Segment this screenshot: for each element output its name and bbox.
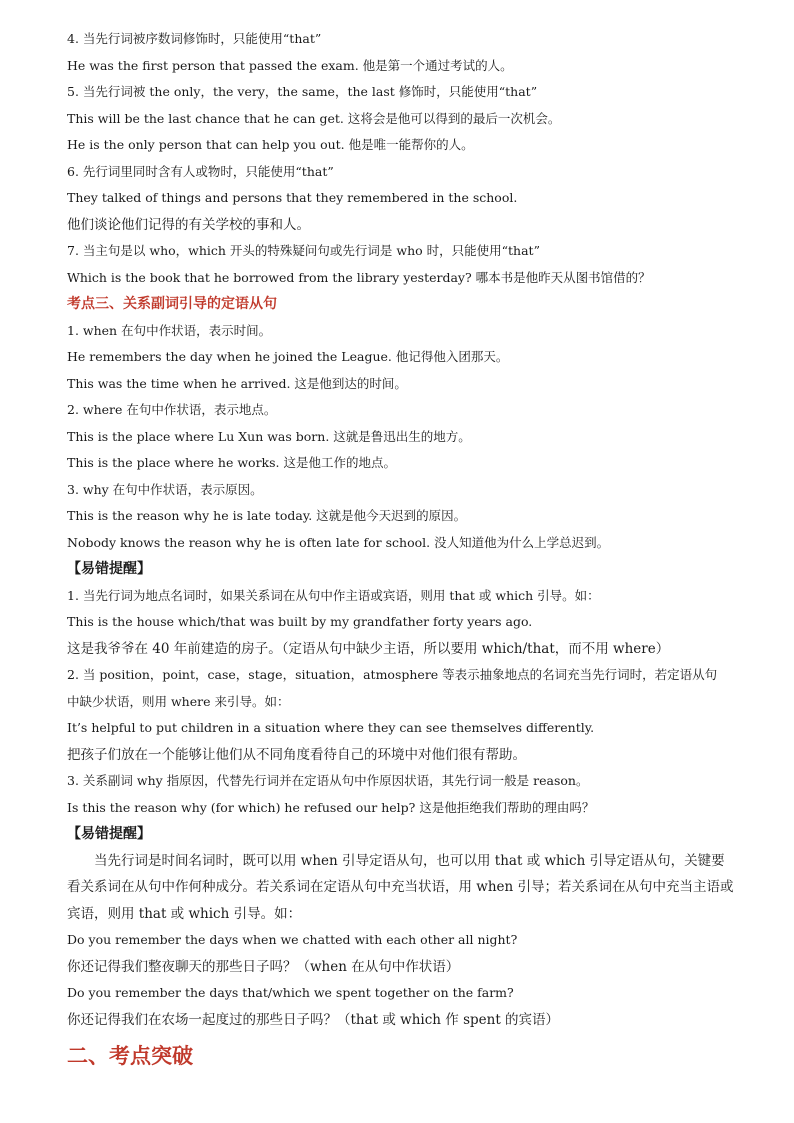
tip-title: 【易错提醒】: [67, 561, 151, 577]
example-translation: 他们谈论他们记得的有关学校的事和人。: [67, 216, 310, 233]
example-sentence: Nobody knows the reason why he is often late for school. 没人知道他为什么上学总迟到。: [67, 534, 610, 550]
tip-title: 【易错提醒】: [67, 826, 151, 842]
example-sentence: This is the reason why he is late today. 这就是他今天迟到的原因。: [67, 508, 467, 523]
rule-6: 6. 先行词里同时含有人或物时，只能使用“that”: [67, 163, 334, 179]
example-sentence: Which is the book that he borrowed from the library yesterday? 哪本书是他昨天从图书馆借的？: [67, 269, 651, 285]
example-sentence: This will be the last chance that he can get. 这将会是他可以得到的最后一次机会。: [67, 110, 561, 126]
section-title: 二、考点突破: [67, 1043, 193, 1068]
rule-7: 7. 当主句是以 who，which 开头的特殊疑问句或先行词是 who 时，只能使用“that”: [67, 243, 540, 258]
example-sentence: Do you remember the days when we chatted with each other all night?: [67, 932, 518, 947]
example-sentence: It’s helpful to put children in a situation where they can see themselves differently.: [67, 720, 595, 735]
example-translation: 把孩子们放在一个能够让他们从不同角度看待自己的环境中对他们很有帮助。: [67, 746, 526, 763]
example-translation: 你还记得我们在农场一起度过的那些日子吗？（that 或 which 作 spent 的宾语）: [67, 1011, 560, 1028]
example-sentence: This is the house which/that was built by my grandfather forty years ago.: [67, 614, 533, 629]
tip-rule-3: 3. 关系副词 why 指原因，代替先行词并在定语从句中作原因状语，其先行词一般是 reason。: [67, 773, 589, 788]
section-heading-kaodian-3: 考点三、关系副词引导的定语从句: [67, 296, 277, 312]
rule-where: 2. where 在句中作状语，表示地点。: [67, 402, 277, 417]
example-sentence: He is the only person that can help you out. 他是唯一能帮你的人。: [67, 137, 474, 152]
example-translation: 这是我爷爷在 40 年前建造的房子。（定语从句中缺少主语，所以要用 which/that，而不用 where）: [67, 640, 670, 657]
example-sentence: Is this the reason why (for which) he refused our help? 这是他拒绝我们帮助的理由吗？: [67, 799, 595, 815]
example-sentence: This is the place where he works. 这是他工作的地点。: [67, 455, 396, 470]
example-sentence: Do you remember the days that/which we spent together on the farm?: [67, 985, 514, 1000]
tip-rule-2: 2. 当 position，point，case，stage，situation，atmosphere 等表示抽象地点的名词充当先行词时，若定语从句: [67, 667, 718, 682]
rule-when: 1. when 在句中作状语，表示时间。: [67, 322, 272, 338]
rule-why: 3. why 在句中作状语，表示原因。: [67, 481, 263, 497]
example-sentence: They talked of things and persons that they remembered in the school.: [67, 190, 518, 205]
tip-rule-2-cont: 中缺少状语，则用 where 来引导。如：: [67, 693, 290, 709]
rule-5: 5. 当先行词被 the only，the very，the same，the last 修饰时，只能使用“that”: [67, 84, 538, 99]
example-sentence: This is the place where Lu Xun was born. 这就是鲁迅出生的地方。: [67, 428, 471, 444]
example-sentence: This was the time when he arrived. 这是他到达的时间。: [67, 375, 407, 391]
example-translation: 你还记得我们整夜聊天的那些日子吗？（when 在从句中作状语）: [67, 958, 460, 975]
document-page: [67, 26, 737, 1073]
example-sentence: He remembers the day when he joined the League. 他记得他入团那天。: [67, 349, 509, 364]
tip-rule-1: 1. 当先行词为地点名词时，如果关系词在从句中作主语或宾语，则用 that 或 which 引导。如：: [67, 587, 600, 603]
rule-4: 4. 当先行词被序数词修饰时，只能使用“that”: [67, 31, 322, 46]
tip-paragraph: 当先行词是时间名词时，既可以用 when 引导定语从句，也可以用 that 或 which 引导定语从句，关键要看关系词在从句中作何种成分。若关系词在定语从句中充当状语，用 when 引导；若关系词在从句中充当主语或宾语，则用 that 或 which 引导。如：: [67, 852, 734, 922]
example-sentence: He was the first person that passed the exam. 他是第一个通过考试的人。: [67, 57, 513, 73]
